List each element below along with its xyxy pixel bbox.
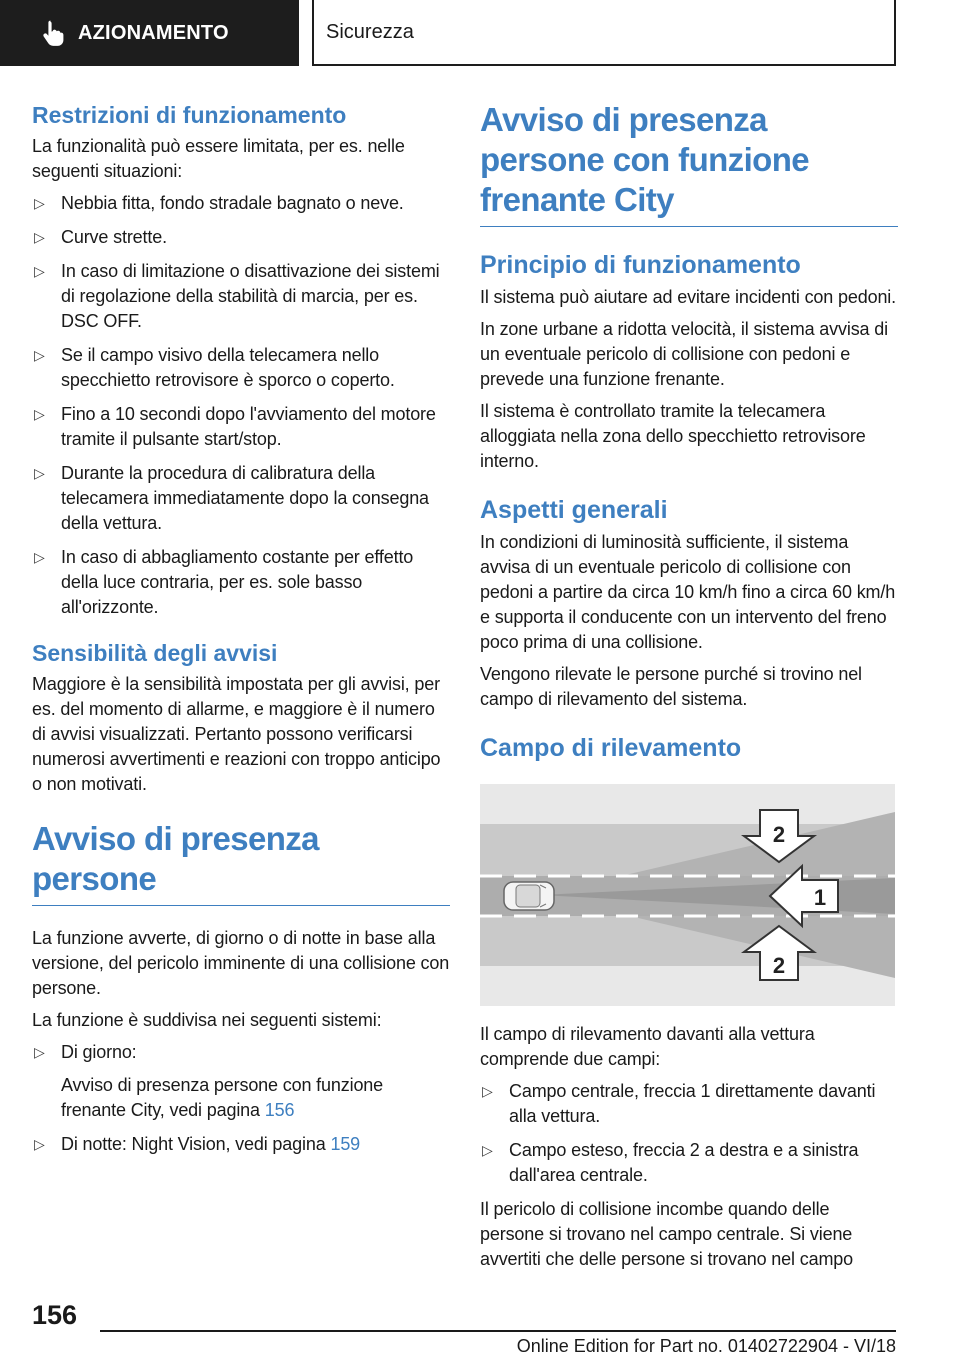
principio-p2: In zone urbane a ridotta velocità, il sistema avvisa di un eventuale pericolo di collisione con pedoni e prevede una funzione frenante. xyxy=(480,319,888,389)
arrow-label-mid: 1 xyxy=(813,885,827,910)
avviso-list xyxy=(32,1040,450,1065)
avviso-day-detail: Avviso di presenza persone con funzione frenante City, vedi pagina 156 xyxy=(61,1075,384,1120)
restrizioni-intro: La funzionalità può essere limitata, per es. nelle seguenti situazioni: xyxy=(32,136,405,181)
sensibilita-heading: Sensibilità degli avvisi xyxy=(32,640,278,666)
triangle-bullet-icon: ▷ xyxy=(34,263,45,279)
page-link-156[interactable]: 156 xyxy=(264,1100,295,1120)
triangle-bullet-icon: ▷ xyxy=(482,1142,493,1158)
triangle-bullet-icon: ▷ xyxy=(34,347,45,363)
city-title: Avviso di presenza persone con funzione frenante City xyxy=(480,100,898,227)
avviso-list-2 xyxy=(32,1132,450,1157)
campo-closing: Il pericolo di collisione incombe quando delle persone si trovano nel campo centrale. Si viene avvertiti che delle persone si trovano nel campo xyxy=(480,1199,854,1269)
chapter-tab xyxy=(312,0,896,66)
aspetti-p2: Vengono rilevate le persone purché si trovino nel campo di rilevamento del sistema. xyxy=(480,664,862,709)
list-item: ▷ Campo centrale, freccia 1 direttamente davanti alla vettura. xyxy=(482,1081,876,1126)
page-header xyxy=(0,0,960,66)
page-link-159[interactable]: 159 xyxy=(330,1134,361,1154)
triangle-bullet-icon: ▷ xyxy=(34,549,45,565)
arrow-label-top: 2 xyxy=(772,822,786,847)
campo-heading: Campo di rilevamento xyxy=(480,734,742,762)
hand-pointer-icon xyxy=(38,18,68,48)
campo-intro: Il campo di rilevamento davanti alla vettura comprende due campi: xyxy=(480,1024,815,1069)
left-column xyxy=(32,100,450,1166)
section-tab xyxy=(0,0,299,66)
principio-p1: Il sistema può aiutare ad evitare incidenti con pedoni. xyxy=(480,287,897,307)
list-item: ▷ Campo esteso, freccia 2 a destra e a sinistra dall'area centrale. xyxy=(482,1140,859,1185)
triangle-bullet-icon: ▷ xyxy=(34,1044,45,1060)
avviso-heading: Avviso di presenza persone xyxy=(32,819,450,906)
detection-field-diagram xyxy=(480,784,895,1006)
triangle-bullet-icon: ▷ xyxy=(482,1083,493,1099)
campo-list xyxy=(480,1079,898,1188)
restrizioni-list xyxy=(32,191,450,620)
aspetti-p1: In condizioni di luminosità sufficiente, il sistema avvisa di un eventuale pericolo di collisione con pedoni a partire da circa 10 km/h fino a circa 60 km/h e supporta il conducente con un intervento del freno poco prima di una collisione. xyxy=(480,532,896,652)
footer-rule xyxy=(100,1330,896,1332)
page-number: 156 xyxy=(32,1300,78,1330)
section-label: AZIONAMENTO xyxy=(78,21,229,44)
triangle-bullet-icon: ▷ xyxy=(34,465,45,481)
edition-text: Online Edition for Part no. 01402722904 - VI/18 xyxy=(516,1336,896,1356)
list-item: ▷ Curve strette. xyxy=(32,225,450,250)
list-item: ▷ Di giorno: xyxy=(32,1040,450,1065)
list-item: ▷ Se il campo visivo della telecamera nello specchietto retrovisore è sporco o coperto. xyxy=(34,345,395,390)
aspetti-heading: Aspetti generali xyxy=(480,496,668,524)
detection-field-figure xyxy=(480,784,895,1006)
car-icon xyxy=(504,882,554,910)
triangle-bullet-icon: ▷ xyxy=(34,195,45,211)
list-item: ▷ In caso di limitazione o disattivazione dei sistemi di regolazione della stabilità di marcia, per es. DSC OFF. xyxy=(34,261,440,331)
avviso-text-2: La funzione è suddivisa nei seguenti sistemi: xyxy=(32,1010,382,1030)
chapter-label: Sicurezza xyxy=(326,20,414,43)
list-item: ▷ Fino a 10 secondi dopo l'avviamento del motore tramite il pulsante start/stop. xyxy=(34,404,436,449)
list-item: ▷ In caso di abbagliamento costante per effetto della luce contraria, per es. sole basso all'orizzonte. xyxy=(34,547,414,617)
arrow-label-bottom: 2 xyxy=(772,953,786,978)
list-item: ▷ Nebbia fitta, fondo stradale bagnato o neve. xyxy=(32,191,450,216)
triangle-bullet-icon: ▷ xyxy=(34,229,45,245)
sensibilita-text: Maggiore è la sensibilità impostata per gli avvisi, per es. del momento di allarme, e maggiore è il numero di avvisi visualizzati. Pertanto possono verificarsi numerosi avvertimenti e reazioni con troppo anticipo o non motivati. xyxy=(32,674,441,794)
list-item: ▷ Durante la procedura di calibratura della telecamera immediatamente dopo la consegna della vettura. xyxy=(34,463,429,533)
avviso-text-1: La funzione avverte, di giorno o di notte in base alla versione, del pericolo imminente di una collisione con persone. xyxy=(32,928,450,998)
list-item: ▷ Di notte: Night Vision, vedi pagina 159 xyxy=(32,1132,450,1157)
restrizioni-heading: Restrizioni di funzionamento xyxy=(32,102,347,128)
triangle-bullet-icon: ▷ xyxy=(34,1136,45,1152)
right-column xyxy=(480,100,898,1279)
triangle-bullet-icon: ▷ xyxy=(34,406,45,422)
principio-p3: Il sistema è controllato tramite la telecamera alloggiata nella zona dello specchietto retrovisore interno. xyxy=(480,401,866,471)
principio-heading: Principio di funzionamento xyxy=(480,251,801,279)
